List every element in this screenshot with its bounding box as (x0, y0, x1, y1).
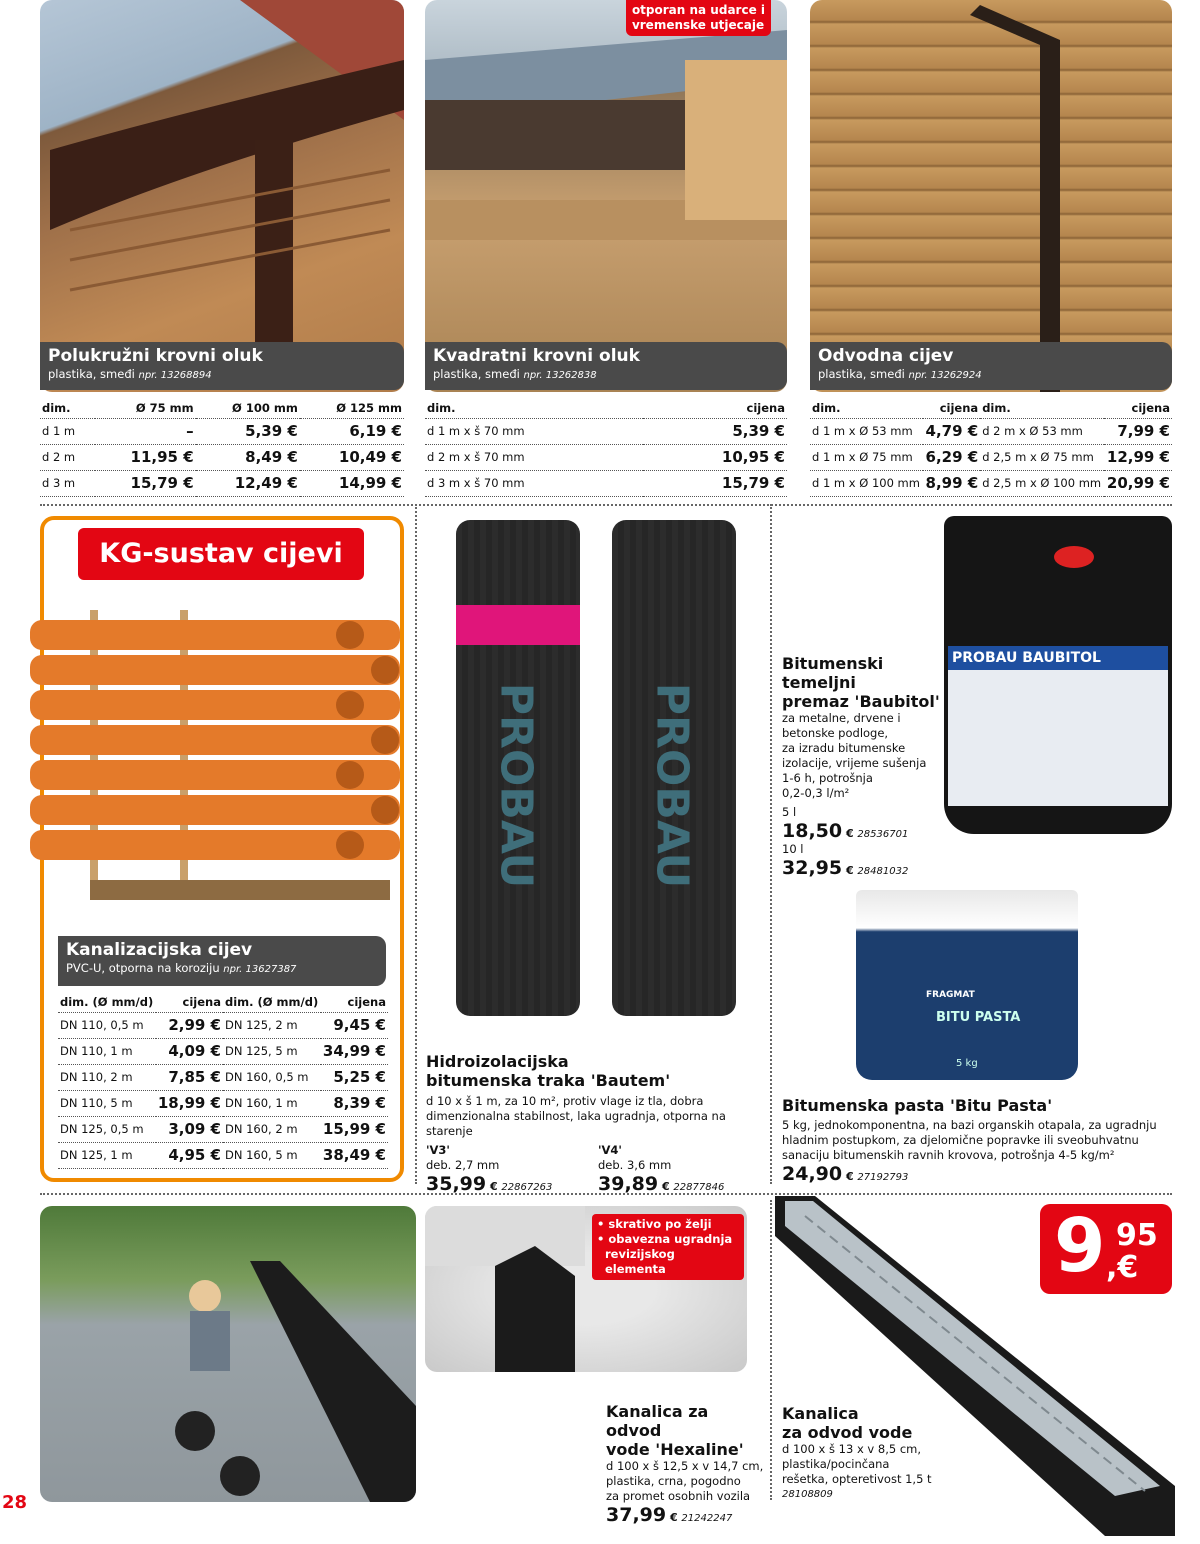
v3-spec: deb. 2,7 mm (426, 1158, 500, 1172)
table-header: dim. cijena dim. cijena (810, 398, 1172, 418)
divider-v1 (415, 504, 417, 1184)
baubitol-text: Bitumenski temeljni premaz 'Baubitol' za metalne, drvene i betonske podloge, za izradu bitumenske izolacije, vrijeme sušenja 1-6 h, potrošnja 0,2-0,3 l/m² 5 l 18,50 € 28536701 10 l 32,95 € 28481032 (782, 654, 952, 879)
can-lid-cap (1054, 546, 1094, 568)
gutter-round-title: Polukružni krovni oluk (48, 346, 263, 366)
downpipe-sub: plastika, smeđi (818, 367, 905, 381)
can-name: BITU PASTA (936, 1010, 1021, 1025)
roll-left (456, 520, 580, 1016)
bautem-desc: d 10 x š 1 m, za 10 m², protiv vlage iz tla, dobra dimenzionalna stabilnost, laka ugradnja, otporna na starenje (426, 1094, 726, 1138)
kg-banner (58, 936, 386, 986)
baubitol-title-1: Bitumenski temeljni (782, 654, 884, 692)
gutter-round-illustration (40, 0, 404, 392)
v3-name: 'V3' (426, 1143, 450, 1157)
gutter-round-table (40, 398, 404, 497)
weather-badge (626, 0, 771, 36)
gutter-square-illustration (425, 0, 787, 392)
kg-heading: KG-sustav cijevi (78, 528, 364, 580)
kg-sub: PVC-U, otporna na koroziju (66, 961, 220, 975)
gutter-round-art: npr. 13268894 (138, 370, 212, 381)
table-row: d 1 m x Ø 75 mm 6,29 € d 2,5 m x Ø 75 mm 12,99 € (810, 444, 1172, 470)
hexaline-title-1: Kanalica za odvod (606, 1402, 709, 1440)
v4-art: 22877846 (673, 1182, 725, 1193)
baubitol-price-10l: 32,95 (782, 857, 843, 879)
roll-right (612, 520, 736, 1016)
gutter-square-sub: plastika, smeđi (433, 367, 520, 381)
table-row: d 1 m x š 70 mm 5,39 € (425, 418, 787, 444)
table-header: dim. cijena (425, 398, 787, 418)
kg-table (58, 992, 388, 1169)
table-row: d 1 m – 5,39 € 6,19 € (40, 418, 404, 444)
can-brand: FRAGMAT (926, 990, 975, 1000)
channel-title-2: za odvod vode (782, 1423, 913, 1442)
table-header: dim. (Ø mm/d) cijena dim. (Ø mm/d) cijena (58, 992, 388, 1012)
roll-left-brand: PROBAU (490, 682, 542, 889)
col-dim: dim. (40, 398, 95, 418)
bitupasta-title: Bitumenska pasta 'Bitu Pasta' (782, 1096, 1053, 1115)
gutter-round-photo (40, 0, 404, 392)
table-row: DN 110, 2 m 7,85 € DN 160, 0,5 m 5,25 € (58, 1064, 388, 1090)
divider-v3 (770, 1200, 772, 1500)
hexaline-text: Kanalica za odvod vode 'Hexaline' d 100 x š 12,5 x v 14,7 cm, plastika, crna, pogodno za promet osobnih vozila 37,99 € 21242247 (606, 1402, 768, 1526)
v3-art: 22867263 (501, 1182, 553, 1193)
table-row: DN 125, 1 m 4,95 € DN 160, 5 m 38,49 € (58, 1142, 388, 1168)
table-row: DN 110, 5 m 18,99 € DN 160, 1 m 8,39 € (58, 1090, 388, 1116)
v4-spec: deb. 3,6 mm (598, 1158, 672, 1172)
table-row: DN 110, 0,5 m 2,99 € DN 125, 2 m 9,45 € (58, 1012, 388, 1038)
col-100: Ø 100 mm (196, 398, 300, 418)
gutter-round-sub: plastika, smeđi (48, 367, 135, 381)
col-125: Ø 125 mm (300, 398, 404, 418)
gutter-square-table (425, 398, 787, 497)
table-row: d 2 m x š 70 mm 10,95 € (425, 444, 787, 470)
baubitol-price-5l: 18,50 (782, 820, 843, 842)
roll-left-tag (456, 605, 580, 645)
big-price-badge (1040, 1204, 1172, 1294)
badge-line-2: vremenske utjecaje (631, 18, 765, 32)
bautem-title-1: Hidroizolacijska (426, 1052, 569, 1071)
gutter-square-art: npr. 13262838 (523, 370, 597, 381)
channel-title-1: Kanalica (782, 1404, 859, 1423)
downpipe-table (810, 398, 1172, 497)
bitupasta-price: 24,90 (782, 1163, 843, 1185)
channel-art: 28108809 (782, 1489, 833, 1500)
table-row: DN 125, 0,5 m 3,09 € DN 160, 2 m 15,99 € (58, 1116, 388, 1142)
roll-right-brand: PROBAU (646, 682, 698, 889)
bitupasta-text: Bitumenska pasta 'Bitu Pasta' 5 kg, jednokomponentna, na bazi organskih otapala, za ugradnju hladnim postupkom, za djelomične popravke ili sveobuhvatnu sanaciju bitumenskih ravnih krovova, potrošnja 4-5 kg/m² 24,90 € 27192793 (782, 1096, 1162, 1185)
downpipe-art: npr. 13262924 (908, 370, 982, 381)
kg-art: npr. 13627387 (223, 964, 297, 975)
downpipe-title: Odvodna cijev (818, 346, 954, 366)
table-row: d 3 m x š 70 mm 15,79 € (425, 470, 787, 496)
v4-name: 'V4' (598, 1143, 622, 1157)
col-75: Ø 75 mm (95, 398, 195, 418)
downpipe-illustration (810, 0, 1172, 392)
baubitol-can (944, 516, 1172, 834)
kg-title: Kanalizacijska cijev (66, 940, 253, 960)
gutter-square-photo (425, 0, 787, 392)
divider-v2 (770, 504, 772, 1184)
gutter-square-banner (425, 342, 787, 390)
table-header (40, 398, 404, 418)
big-price-dec: 95 (1116, 1218, 1158, 1253)
child-channel-photo (40, 1206, 416, 1502)
downpipe-photo (810, 0, 1172, 392)
table-row: d 1 m x Ø 100 mm 8,99 € d 2,5 m x Ø 100 mm 20,99 € (810, 470, 1172, 496)
table-row: d 1 m x Ø 53 mm 4,79 € d 2 m x Ø 53 mm 7,99 € (810, 418, 1172, 444)
can-label-text: PROBAU BAUBITOL (948, 646, 1168, 670)
can-size: 5 kg (956, 1058, 978, 1069)
bitupasta-desc: 5 kg, jednokomponentna, na bazi organskih otapala, za ugradnju hladnim postupkom, za djelomične popravke ili sveobuhvatnu sanaciju bitumenskih ravnih krovova, potrošnja 4-5 kg/m² (782, 1118, 1157, 1162)
channel-text: Kanalica za odvod vode d 100 x š 13 x v 8,5 cm, plastika/pocinčana rešetka, opteretivost 1,5 t 28108809 (782, 1404, 972, 1500)
table-row: DN 110, 1 m 4,09 € DN 125, 5 m 34,99 € (58, 1038, 388, 1064)
hexaline-badge: • skrativo po želji • obavezna ugradnja revizijskog elementa (592, 1214, 744, 1280)
page-number: 28 (2, 1492, 28, 1513)
baubitol-can-label (948, 646, 1168, 806)
bautem-text: Hidroizolacijska bitumenska traka 'Bautem' d 10 x š 1 m, za 10 m², protiv vlage iz tla, dobra dimenzionalna stabilnost, laka ugradnja, otporna na starenje 'V3' deb. 2,7 mm 35,99 € 22867263 'V4' deb. 3,6 mm 39,89 € 22877846 (426, 1052, 766, 1195)
badge-line-1: otporan na udarce i (631, 3, 765, 17)
big-price-int: 9 (1054, 1203, 1106, 1289)
baubitol-title-2: premaz 'Baubitol' (782, 692, 940, 711)
v3-price: 35,99 (426, 1173, 487, 1195)
bitupasta-can (856, 890, 1078, 1080)
gutter-round-banner (40, 342, 404, 390)
channel-install-illustration (40, 1206, 416, 1502)
kg-pipes-illustration (30, 600, 415, 912)
hexaline-title-2: vode 'Hexaline' (606, 1440, 744, 1459)
table-row: d 3 m 15,79 € 12,49 € 14,99 € (40, 470, 404, 496)
big-price-cur: ,€ (1106, 1250, 1139, 1285)
table-row: d 2 m 11,95 € 8,49 € 10,49 € (40, 444, 404, 470)
bautem-title-2: bitumenska traka 'Bautem' (426, 1071, 671, 1090)
downpipe-banner (810, 342, 1172, 390)
v4-price: 39,89 (598, 1173, 659, 1195)
gutter-square-title: Kvadratni krovni oluk (433, 346, 640, 366)
hexaline-price: 37,99 (606, 1504, 667, 1526)
divider-top (40, 504, 1172, 506)
